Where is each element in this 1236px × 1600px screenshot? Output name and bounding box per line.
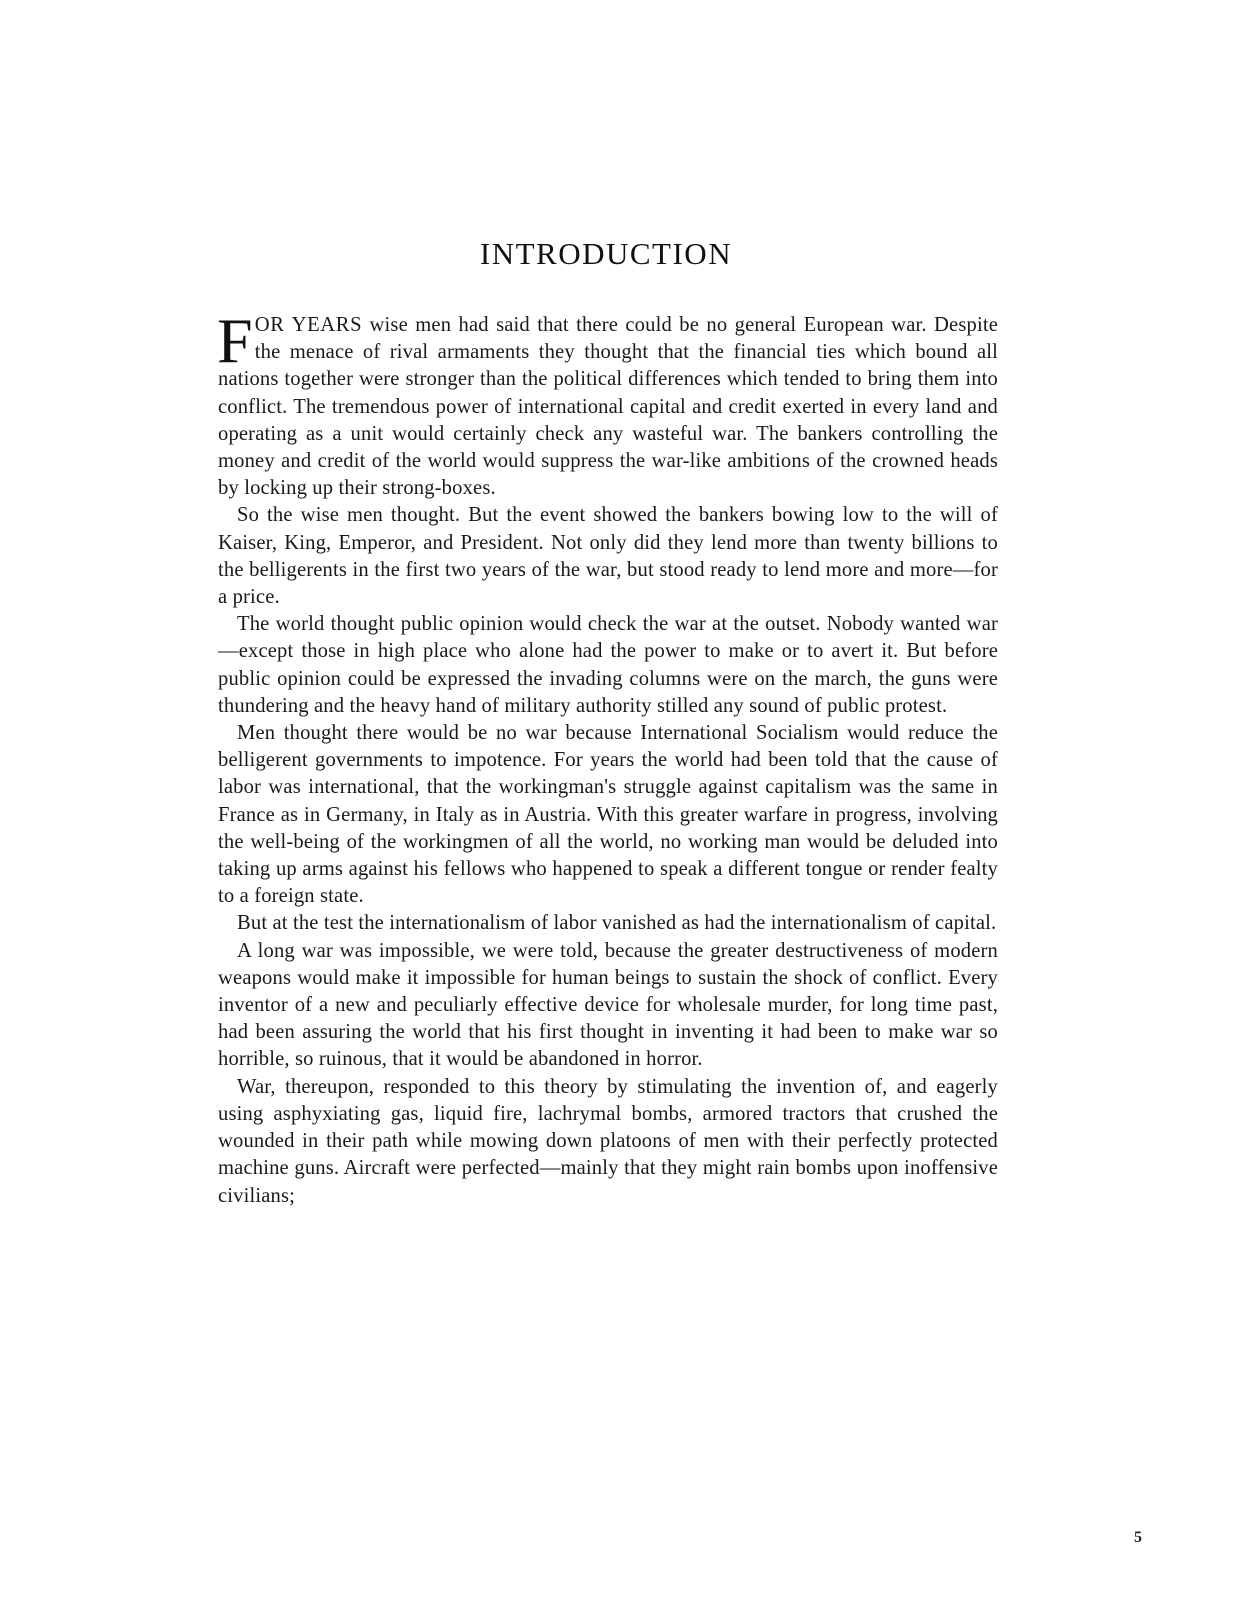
drop-cap: F: [217, 305, 253, 376]
opening-words: OR YEARS: [254, 314, 363, 336]
page-number: 5: [1134, 1529, 1142, 1546]
body-text: [217, 305, 998, 1210]
paragraph-6: A long war was impossible, we were told, because the greater destructiveness of modern weapons would make it impossible for human beings to sustain the shock of conflict. Every inventor of a new and peculiarly effective device for wholesale murder, for long time past, had been assuring the world that his first thought in inventing it had been to make war so horrible, so ruinous, that it would be abandoned in horror.: [218, 939, 998, 1071]
paragraph-1: [217, 305, 998, 502]
paragraph-3: The world thought public opinion would check the war at the outset. Nobody wanted war—except those in high place who alone had the power to make or to avert it. But before public opinion could be expressed the invading columns were on the march, the guns were thundering and the heavy hand of military authority stilled any sound of public protest.: [218, 613, 998, 717]
paragraph-2: So the wise men thought. But the event showed the bankers bowing low to the will of Kaiser, King, Emperor, and President. Not only did they lend more than twenty billions to the belligerents in the first two years of the war, but stood ready to lend more and more—for a price.: [218, 504, 998, 609]
paragraph-1-text: wise men had said that there could be no general European war. Despite the menace of rival armaments they thought that the financial ties which bound all nations together were stronger than the political differences which tended to bring them into conflict. The tremendous power of international capital and credit exerted in every land and operating as a unit would certainly check any wasteful war. The bankers controlling the money and credit of the world would suppress the war-like ambitions of the crowned heads by locking up their strong-boxes.: [218, 314, 998, 500]
paragraph-5: But at the test the internationalism of labor vanished as had the internationalism of capital.: [237, 912, 997, 935]
page-title: INTRODUCTION: [479, 236, 733, 271]
paragraph-4: Men thought there would be no war because International Socialism would reduce the belligerent governments to impotence. For years the world had been told that the cause of labor was international, that the workingman's struggle against capitalism was the same in France as in Germany, in Italy as in Austria. With this greater warfare in progress, involving the well-being of the workingmen of all the world, no working man would be deluded into taking up arms against his fellows who happened to speak a different tongue or render fealty to a foreign state.: [218, 722, 998, 908]
paragraph-7: War, thereupon, responded to this theory by stimulating the invention of, and eagerly using asphyxiating gas, liquid fire, lachrymal bombs, armored tractors that crushed the wounded in their path while mowing down platoons of men with their perfectly protected machine guns. Aircraft were perfected—mainly that they might rain bombs upon inoffensive civilians;: [218, 1075, 998, 1207]
